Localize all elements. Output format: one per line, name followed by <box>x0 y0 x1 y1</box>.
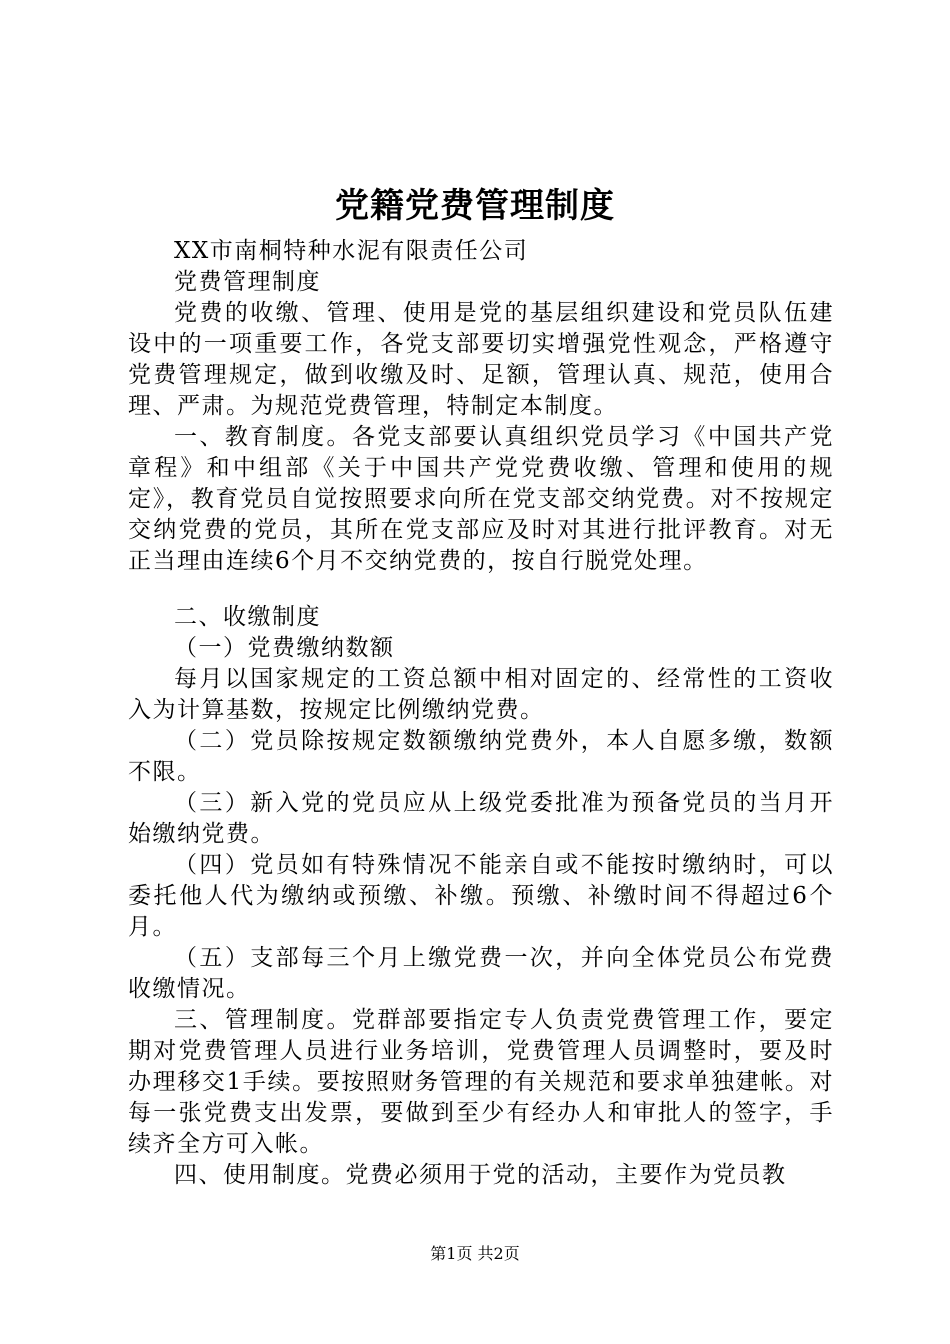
page-number-footer: 第1页 共2页 <box>430 1244 520 1263</box>
document-title: 党籍党费管理制度 <box>335 186 615 226</box>
collection-item-1-paragraph: 每月以国家规定的工资总额中相对固定的、经常性的工资收入为计算基数，按规定比例缴纳党费。 <box>128 666 834 723</box>
collection-item-2-paragraph: （二）党员除按规定数额缴纳党费外，本人自愿多缴，数额不限。 <box>128 728 834 785</box>
section-collection-heading: 二、收缴制度 <box>174 604 321 630</box>
collection-item-4-paragraph: （四）党员如有特殊情况不能亲自或不能按时缴纳时，可以委托他人代为缴纳或预缴、补缴。预缴、补缴时间不得超过6个月。 <box>128 852 834 940</box>
collection-item-1-heading: （一）党费缴纳数额 <box>174 635 395 661</box>
section-usage-paragraph: 四、使用制度。党费必须用于党的活动，主要作为党员教 <box>174 1162 787 1188</box>
collection-item-3-paragraph: （三）新入党的党员应从上级党委批准为预备党员的当月开始缴纳党费。 <box>128 790 834 847</box>
collection-item-5-paragraph: （五）支部每三个月上缴党费一次，并向全体党员公布党费收缴情况。 <box>128 945 834 1002</box>
document-body <box>128 236 834 1191</box>
subtitle-line: 党费管理制度 <box>174 269 321 295</box>
company-name-line: XX市南桐特种水泥有限责任公司 <box>174 238 529 264</box>
section-management-paragraph: 三、管理制度。党群部要指定专人负责党费管理工作，要定期对党费管理人员进行业务培训，党费管理人员调整时，要及时办理移交1手续。要按照财务管理的有关规范和要求单独建帐。对每一张党费支出发票，要做到至少有经办人和审批人的签字，手续齐全方可入帐。 <box>128 1007 834 1157</box>
intro-paragraph: 党费的收缴、管理、使用是党的基层组织建设和党员队伍建设中的一项重要工作，各党支部要切实增强党性观念，严格遵守党费管理规定，做到收缴及时、足额，管理认真、规范，使用合理、严肃。为规范党费管理，特制定本制度。 <box>128 300 834 419</box>
section-education-paragraph: 一、教育制度。各党支部要认真组织党员学习《中国共产党章程》和中组部《关于中国共产党党费收缴、管理和使用的规定》，教育党员自觉按照要求向所在党支部交纳党费。对不按规定交纳党费的党员，其所在党支部应及时对其进行批评教育。对无正当理由连续6个月不交纳党费的，按自行脱党处理。 <box>128 424 834 574</box>
